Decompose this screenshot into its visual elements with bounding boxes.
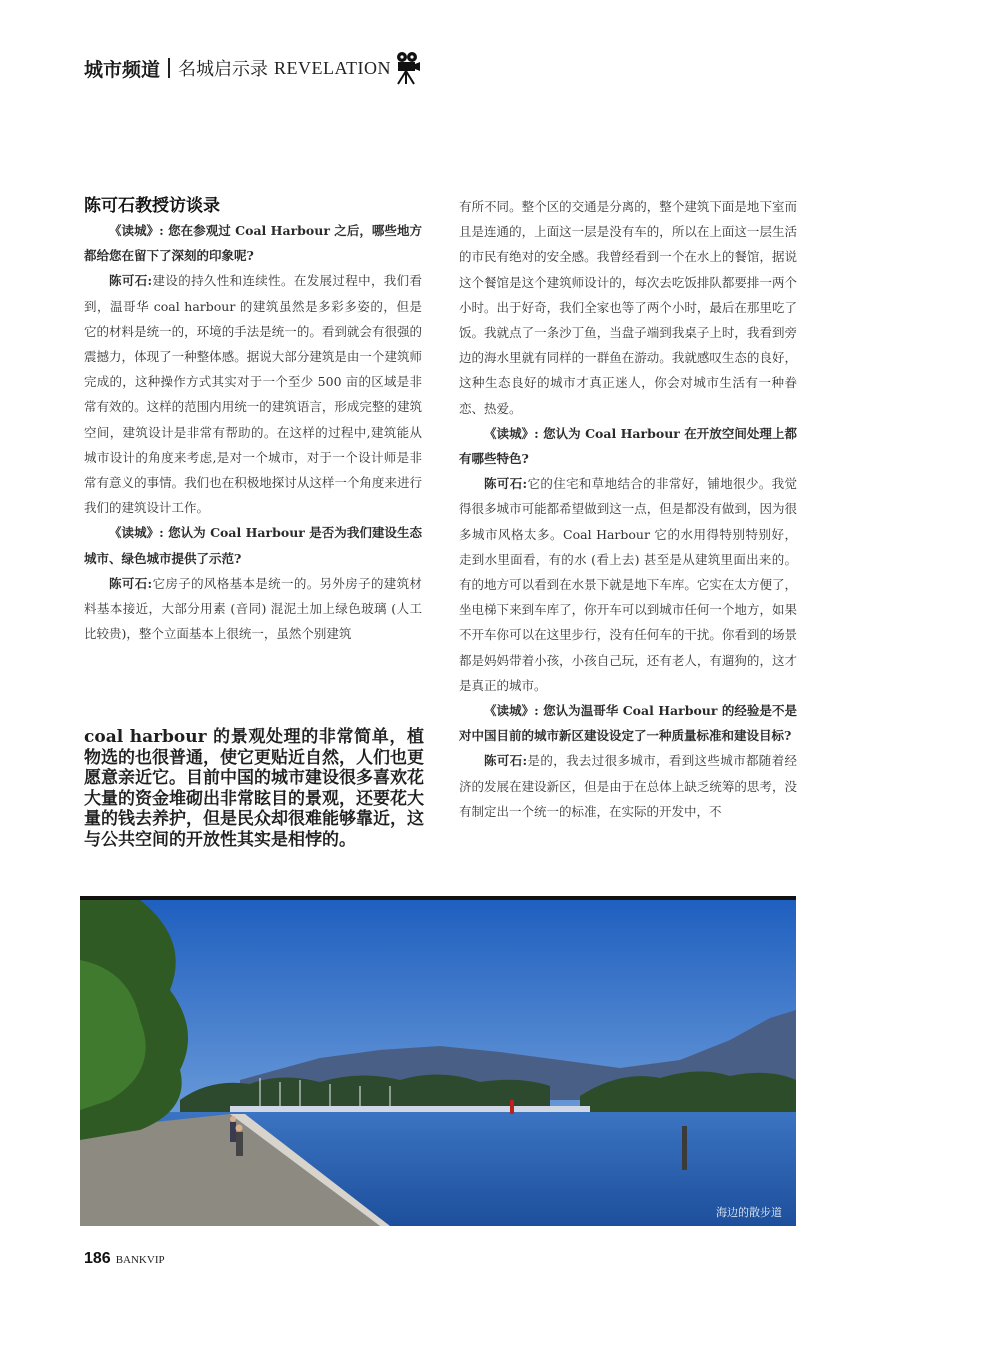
answer-speaker: 陈可石: (484, 476, 528, 492)
page-footer (84, 1250, 165, 1268)
column-english-name: REVELATION (274, 57, 391, 78)
harbour-illustration (80, 900, 796, 1226)
answer-text: 建设的持久性和连续性。在发展过程中，我们看到，温哥华 coal harbour 的建筑虽然是多彩多姿的，但是它的材料是统一的，环境的手法是统一的。看到就会有很强的震撼力，体现了一种整体感。据说大部分建筑是由一个建筑师完成的，这种操作方式其实对于一个至少 500 亩的区域是非常有效的。这样的范围内用统一的建筑语言，形成完整的建筑空间，建筑设计是非常有帮助的。在这样的过程中,建筑能从城市设计的角度来考虑,是对一个城市，对于一个设计师是非常有意义的事情。我们也在积极地探讨从这样一个角度来进行我们的建筑设计工作。 (84, 273, 422, 516)
answer-speaker: 陈可石: (484, 753, 528, 769)
question-3: 《读城》: 您认为 Coal Harbour 在开放空间处理上都有哪些特色? (459, 425, 797, 467)
harbour-photo (80, 896, 796, 1226)
answer-4 (459, 748, 797, 824)
film-camera-icon (395, 51, 421, 85)
question-1: 《读城》: 您在参观过 Coal Harbour 之后，哪些地方都给您在留下了深刻的印象呢? (84, 223, 422, 264)
question-4: 《读城》: 您认为温哥华 Coal Harbour 的经验是不是对中国目前的城市新区建设设定了一种质量标准和建设目标? (459, 703, 797, 744)
answer-2-continued: 有所不同。整个区的交通是分离的，整个建筑下面是地下室而且是连通的，上面这一层是没有车的，所以在上面这一层生活的市民有绝对的安全感。我曾经看到一个在水上的餐馆，据说这个餐馆是这个建筑师设计的，每次去吃饭排队都要排一两个小时。出于好奇，我们全家也等了两个小时，最后在那里吃了饭。我就点了一条沙丁鱼，当盘子端到我桌子上时，我看到旁边的海水里就有同样的一群鱼在游动。我就感叹生态的良好，这种生态良好的城市才真正迷人，你会对城市生活有一种眷恋、热爱。 (459, 199, 797, 416)
answer-text: 是的，我去过很多城市，看到这些城市都随着经济的发展在建设新区，但是由于在总体上缺乏统筹的思考，没有制定出一个统一的标准，在实际的开发中，不 (459, 753, 797, 819)
photo-caption: 海边的散步道 (716, 1206, 782, 1219)
magazine-brand: BANKVIP (115, 1254, 165, 1266)
left-column (84, 218, 422, 646)
answer-text: 它房子的风格基本是统一的。另外房子的建筑材料基本接近，大部分用素 (音同) 混泥土加上绿色玻璃 (人工比较贵)，整个立面基本上很统一，虽然个别建筑 (84, 575, 422, 642)
article-title: 陈可石教授访谈录 (84, 196, 220, 216)
answer-speaker: 陈可石: (109, 273, 153, 289)
answer-speaker: 陈可石: (109, 575, 153, 591)
answer-3 (459, 471, 797, 698)
question-2: 《读城》: 您认为 Coal Harbour 是否为我们建设生态城市、绿色城市提供了示范? (84, 525, 422, 566)
answer-1 (84, 268, 422, 520)
answer-text: 它的住宅和草地结合的非常好，铺地很少。我觉得很多城市可能都希望做到这一点，但是都没有做到，因为很多城市风格太多。Coal Harbour 它的水用得特别特别好，走到水里面看，有的水 (看上去) 甚至是从建筑里面出来的。有的地方可以看到在水景下就是地下车库。它实在太方便了，坐电梯下来到车库了，你开车可以到城市任何一个地方，如果不开车你可以在这里步行，没有任何车的干扰。你看到的场景都是妈妈带着小孩，小孩自己玩，还有老人，有遛狗的，这才是真正的城市。 (459, 476, 797, 693)
page-header (84, 48, 504, 88)
section-name: 城市频道 (84, 58, 161, 81)
right-column (459, 194, 797, 824)
answer-2 (84, 571, 422, 647)
column-name: 名城启示录 (178, 59, 269, 80)
header-divider (168, 58, 170, 78)
pull-quote: coal harbour 的景观处理的非常简单，植物选的也很普通，使它更贴近自然，人们也更愿意亲近它。目前中国的城市建设很多喜欢花大量的资金堆砌出非常眩目的景观，还要花大量的钱去养护，但是民众却很难能够靠近，这与公共空间的开放性其实是相悖的。 (84, 727, 424, 850)
page-number: 186 (84, 1250, 111, 1267)
